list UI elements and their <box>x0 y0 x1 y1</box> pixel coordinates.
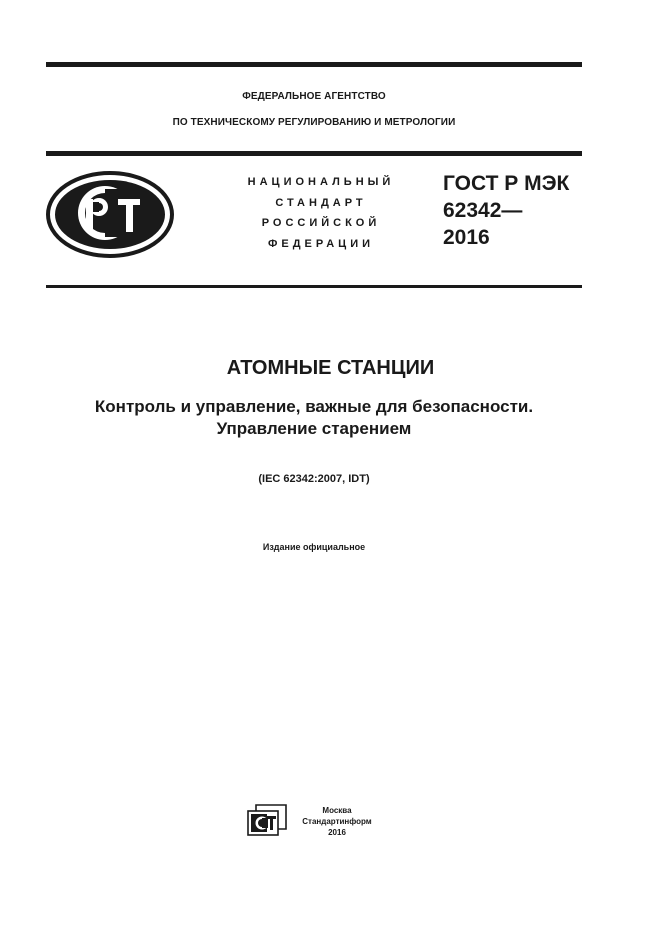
publisher-name: Стандартинформ <box>302 817 372 826</box>
subtitle-line-1: Контроль и управление, важные для безопасности. <box>94 397 534 416</box>
document-title: АТОМНЫЕ СТАНЦИИ <box>226 357 435 379</box>
national-line-2: СТАНДАРТ <box>275 196 367 209</box>
publisher-city: Москва <box>322 806 352 815</box>
designation-line-3: 2016 <box>443 226 490 249</box>
designation-line-2: 62342— <box>443 199 523 222</box>
middle-rule <box>46 151 582 156</box>
gost-r-logo-icon <box>46 171 174 258</box>
document-subtitle <box>0 396 628 440</box>
national-standard-label <box>228 172 414 254</box>
top-rule <box>46 62 582 67</box>
bottom-rule <box>46 285 582 288</box>
edition-label: Издание официальное <box>262 542 366 552</box>
national-line-1: НАЦИОНАЛЬНЫЙ <box>247 176 395 188</box>
subtitle-line-2: Управление старением <box>216 419 412 438</box>
national-line-3: РОССИЙСКОЙ <box>261 217 381 229</box>
agency-name-line-1: ФЕДЕРАЛЬНОЕ АГЕНТСТВО <box>242 91 386 102</box>
standard-designation <box>443 170 569 251</box>
agency-name-line-2: ПО ТЕХНИЧЕСКОМУ РЕГУЛИРОВАНИЮ И МЕТРОЛОГИИ <box>172 117 456 128</box>
standartinform-logo-icon <box>247 804 287 836</box>
designation-line-1: ГОСТ Р МЭК <box>443 172 570 195</box>
iec-reference: (IEC 62342:2007, IDT) <box>258 473 370 485</box>
publisher-block <box>292 805 382 838</box>
national-line-4: ФЕДЕРАЦИИ <box>267 237 375 250</box>
publisher-year: 2016 <box>328 828 346 837</box>
